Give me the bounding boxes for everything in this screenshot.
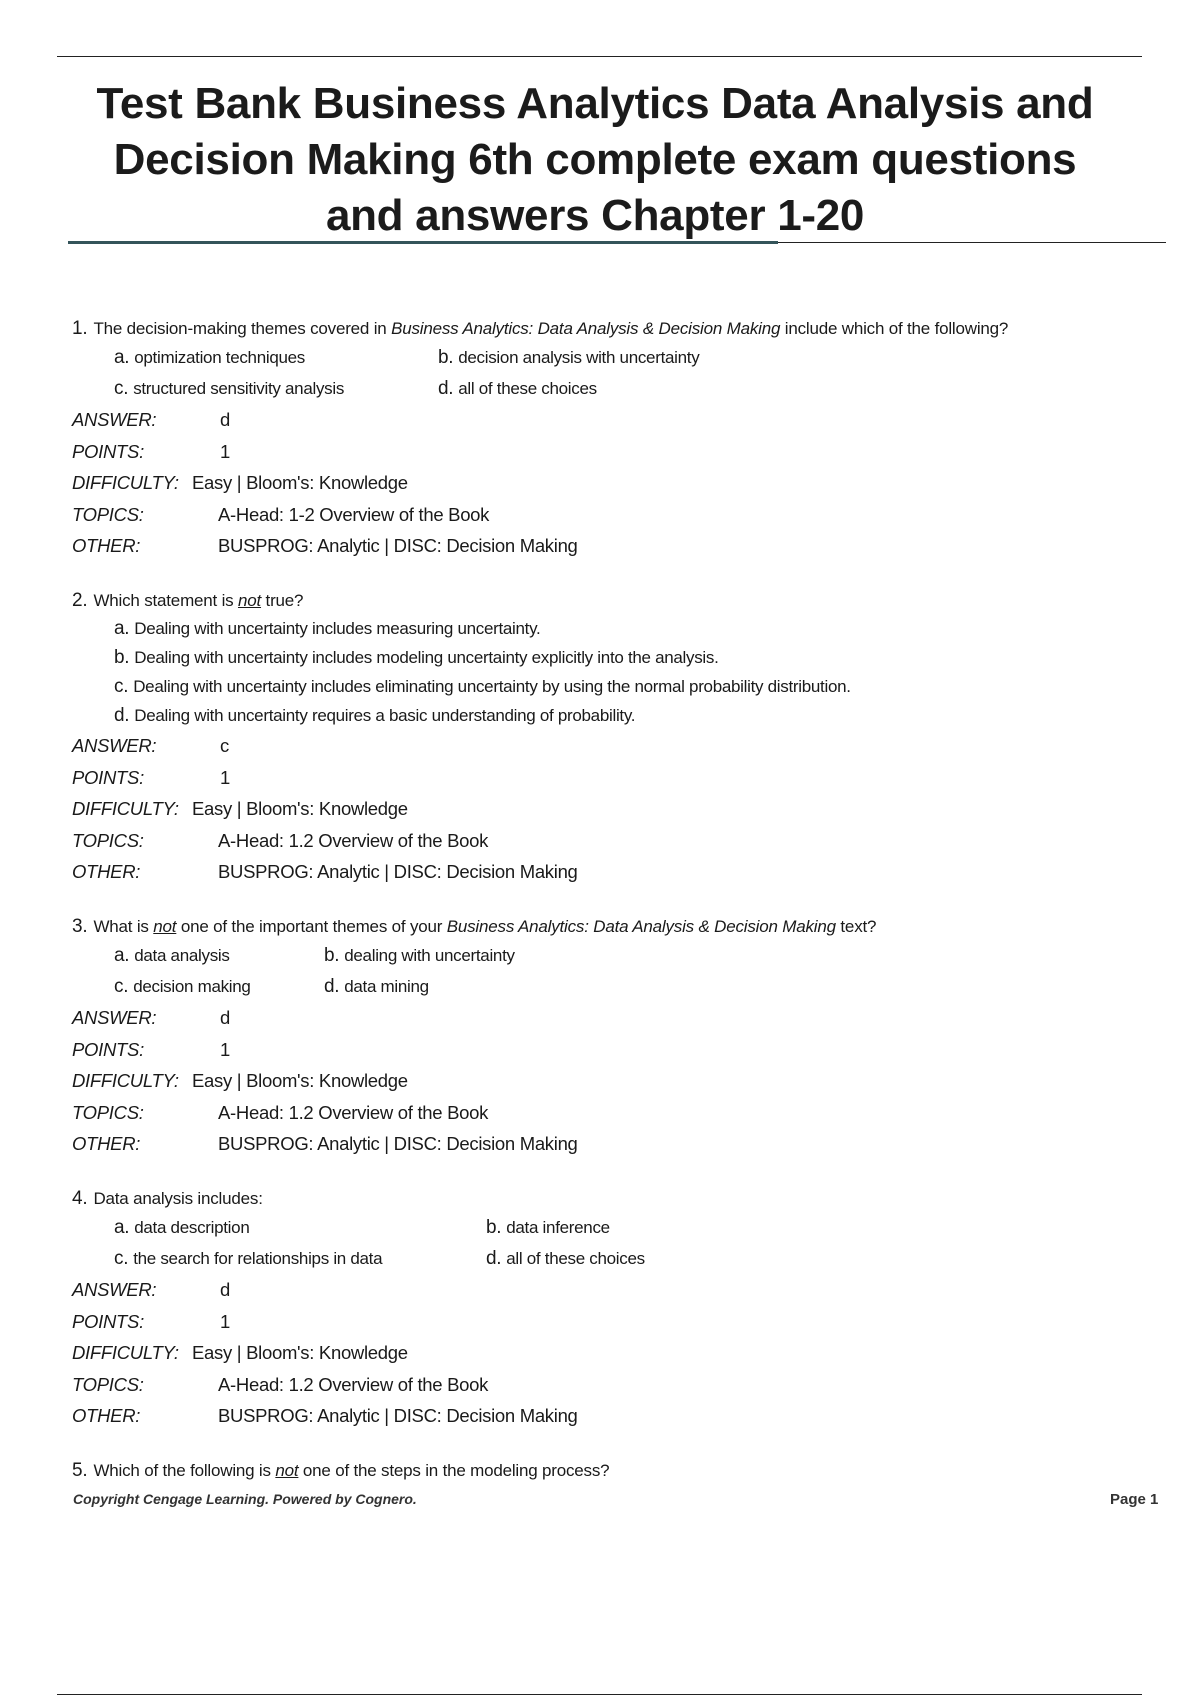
- option-text: Dealing with uncertainty includes measuring uncertainty.: [134, 619, 541, 638]
- option-letter: c.: [114, 676, 129, 697]
- top-rule: [57, 56, 1142, 57]
- option-letter: b.: [324, 945, 340, 966]
- answer-label: ANSWER:: [72, 1279, 157, 1300]
- option-b: [486, 1212, 610, 1243]
- other-label: OTHER:: [72, 1133, 141, 1154]
- footer-copyright: Copyright Cengage Learning. Powered by Cognero.: [73, 1491, 417, 1507]
- points-label: POINTS:: [72, 440, 144, 462]
- stem-text: Which statement is: [93, 591, 238, 610]
- option-letter: b.: [114, 647, 130, 668]
- points-value: 1: [220, 440, 230, 462]
- option-letter: a.: [114, 1217, 130, 1238]
- option-b: [324, 940, 515, 971]
- difficulty-value: Easy | Bloom's: Knowledge: [192, 798, 408, 819]
- points-value: 1: [220, 1038, 230, 1060]
- stem-text: text?: [835, 917, 877, 936]
- question-3: [72, 916, 1132, 1160]
- topics-value: A-Head: 1-2 Overview of the Book: [218, 503, 490, 525]
- option-text: data analysis: [134, 946, 230, 965]
- other-value: BUSPROG: Analytic | DISC: Decision Making: [218, 535, 578, 556]
- option-letter: d.: [324, 976, 340, 997]
- option-letter: c.: [114, 378, 129, 399]
- stem-emphasis: not: [275, 1461, 299, 1480]
- topics-label: TOPICS:: [72, 503, 144, 525]
- option-letter: d.: [438, 378, 454, 399]
- option-letter: b.: [486, 1217, 502, 1238]
- question-number: 3.: [72, 916, 88, 937]
- option-text: data inference: [506, 1218, 610, 1237]
- option-a: [114, 342, 305, 373]
- option-c: [72, 672, 1132, 701]
- other-value: BUSPROG: Analytic | DISC: Decision Making: [218, 1405, 578, 1426]
- other-label: OTHER:: [72, 861, 141, 882]
- option-text: optimization techniques: [134, 348, 306, 367]
- question-stem: [72, 916, 1132, 940]
- option-text: all of these choices: [458, 379, 597, 398]
- question-stem: [72, 590, 1132, 614]
- question-number: 1.: [72, 318, 88, 339]
- other-value: BUSPROG: Analytic | DISC: Decision Making: [218, 1133, 578, 1154]
- option-letter: a.: [114, 347, 130, 368]
- option-d: [324, 971, 429, 1002]
- question-number: 4.: [72, 1188, 88, 1209]
- topics-value: A-Head: 1.2 Overview of the Book: [218, 1373, 489, 1395]
- difficulty-label: DIFFICULTY:: [72, 1070, 179, 1091]
- title-underline: [68, 241, 778, 244]
- stem-text: one of the important themes of your: [176, 917, 447, 936]
- option-d: [72, 701, 1132, 730]
- option-row: [72, 971, 1132, 1002]
- option-letter: a.: [114, 945, 130, 966]
- option-text: Dealing with uncertainty requires a basic understanding of probability.: [134, 706, 636, 725]
- option-row: [72, 1243, 1132, 1274]
- answer-value: c: [220, 735, 229, 756]
- difficulty-label: DIFFICULTY:: [72, 472, 179, 493]
- option-b: [72, 643, 1132, 672]
- stem-text: What is: [93, 917, 154, 936]
- option-b: [438, 342, 699, 373]
- answer-meta: [72, 1002, 1132, 1160]
- option-row: [72, 1212, 1132, 1243]
- other-value: BUSPROG: Analytic | DISC: Decision Making: [218, 861, 578, 882]
- option-text: Dealing with uncertainty includes modeling uncertainty explicitly into the analysis.: [134, 648, 719, 667]
- option-letter: d.: [114, 705, 130, 726]
- option-text: decision analysis with uncertainty: [458, 348, 700, 367]
- option-letter: c.: [114, 1248, 129, 1269]
- answer-label: ANSWER:: [72, 735, 157, 756]
- points-label: POINTS:: [72, 766, 144, 788]
- stem-text: Which of the following is: [93, 1461, 276, 1480]
- option-d: [438, 373, 597, 404]
- stem-book-title: Business Analytics: Data Analysis & Decision Making: [446, 917, 836, 936]
- option-text: all of these choices: [506, 1249, 645, 1268]
- option-c: [114, 1243, 382, 1274]
- answer-label: ANSWER:: [72, 1007, 157, 1028]
- option-text: data description: [134, 1218, 250, 1237]
- option-text: the search for relationships in data: [133, 1249, 383, 1268]
- difficulty-label: DIFFICULTY:: [72, 798, 179, 819]
- bottom-rule: [57, 1694, 1142, 1695]
- stem-text: Data analysis includes:: [93, 1189, 263, 1208]
- question-5: [72, 1460, 1132, 1484]
- question-1: [72, 318, 1132, 562]
- option-row: [72, 940, 1132, 971]
- option-a: [72, 614, 1132, 643]
- question-number: 5.: [72, 1460, 88, 1481]
- document-title: Test Bank Business Analytics Data Analysis and Decision Making 6th complete exam questions and answers Chapter 1-20: [96, 79, 1094, 240]
- stem-book-title: Business Analytics: Data Analysis & Decision Making: [391, 319, 781, 338]
- points-label: POINTS:: [72, 1038, 144, 1060]
- difficulty-value: Easy | Bloom's: Knowledge: [192, 1070, 408, 1091]
- option-row: [72, 342, 1132, 373]
- stem-emphasis: not: [237, 591, 262, 610]
- question-stem: [72, 1188, 1132, 1212]
- page-number: Page 1: [1110, 1491, 1159, 1508]
- points-value: 1: [220, 1310, 230, 1332]
- stem-text: one of the steps in the modeling process?: [298, 1461, 610, 1480]
- option-a: [114, 1212, 249, 1243]
- answer-value: d: [220, 409, 230, 430]
- question-number: 2.: [72, 590, 88, 611]
- difficulty-value: Easy | Bloom's: Knowledge: [192, 472, 408, 493]
- other-label: OTHER:: [72, 1405, 141, 1426]
- answer-value: d: [220, 1279, 230, 1300]
- option-letter: d.: [486, 1248, 502, 1269]
- difficulty-value: Easy | Bloom's: Knowledge: [192, 1342, 408, 1363]
- stem-text: true?: [261, 591, 304, 610]
- option-d: [486, 1243, 645, 1274]
- topics-value: A-Head: 1.2 Overview of the Book: [218, 829, 489, 851]
- option-text: Dealing with uncertainty includes eliminating uncertainty by using the normal probability distribution.: [133, 677, 851, 696]
- question-stem: [72, 1460, 1132, 1484]
- topics-label: TOPICS:: [72, 1101, 144, 1123]
- stem-emphasis: not: [153, 917, 177, 936]
- points-value: 1: [220, 766, 230, 788]
- option-text: data mining: [344, 977, 429, 996]
- option-letter: a.: [114, 618, 130, 639]
- other-label: OTHER:: [72, 535, 141, 556]
- question-2: [72, 590, 1132, 888]
- stem-text: include which of the following?: [780, 319, 1009, 338]
- answer-meta: [72, 730, 1132, 888]
- question-stem: [72, 318, 1132, 342]
- difficulty-label: DIFFICULTY:: [72, 1342, 179, 1363]
- topics-label: TOPICS:: [72, 1373, 144, 1395]
- answer-meta: [72, 404, 1132, 562]
- title-underline-thin: [778, 242, 1166, 243]
- answer-value: d: [220, 1007, 230, 1028]
- topics-value: A-Head: 1.2 Overview of the Book: [218, 1101, 489, 1123]
- answer-meta: [72, 1274, 1132, 1432]
- option-row: [72, 373, 1132, 404]
- option-text: dealing with uncertainty: [344, 946, 515, 965]
- answer-label: ANSWER:: [72, 409, 157, 430]
- option-letter: b.: [438, 347, 454, 368]
- topics-label: TOPICS:: [72, 829, 144, 851]
- option-text: structured sensitivity analysis: [133, 379, 345, 398]
- stem-text: The decision-making themes covered in: [93, 319, 392, 338]
- option-text: decision making: [133, 977, 251, 996]
- option-c: [114, 971, 251, 1002]
- question-4: [72, 1188, 1132, 1432]
- points-label: POINTS:: [72, 1310, 144, 1332]
- option-letter: c.: [114, 976, 129, 997]
- option-c: [114, 373, 344, 404]
- option-a: [114, 940, 230, 971]
